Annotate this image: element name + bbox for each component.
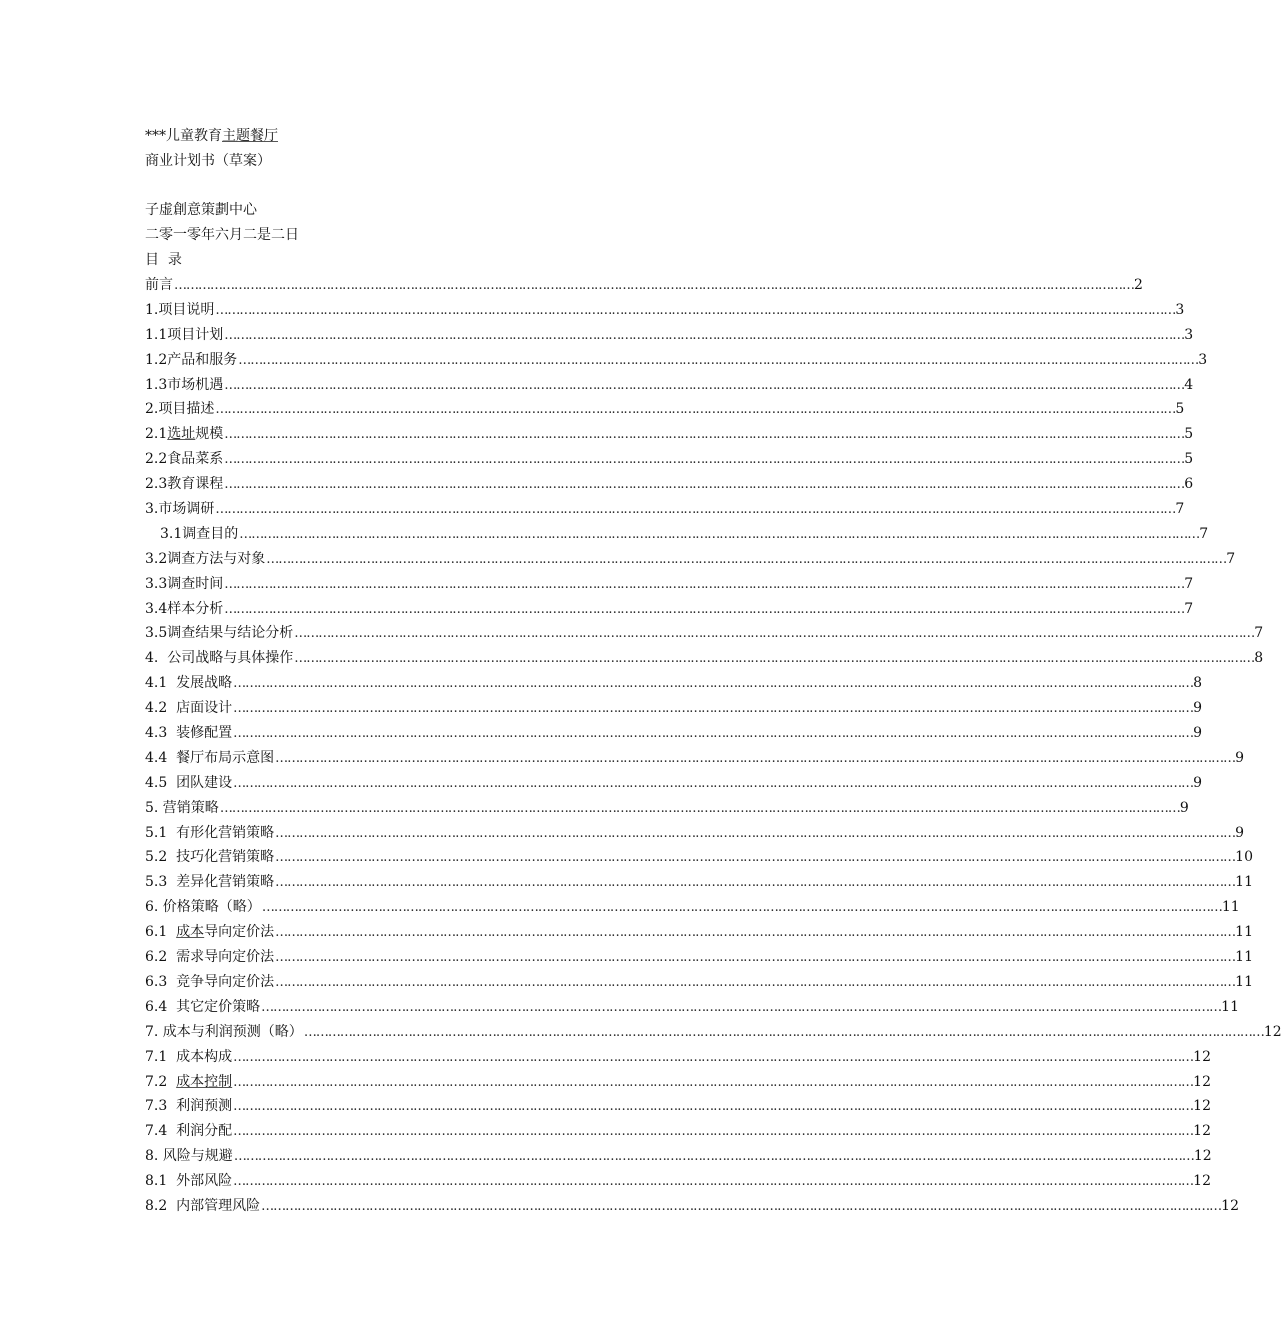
toc-page-number: 8: [1254, 650, 1264, 667]
toc-entry-label: 3.4样本分析: [145, 600, 224, 617]
toc-entry[interactable]: [145, 920, 1253, 945]
toc-page-number: 12: [1221, 1197, 1239, 1214]
toc-leader-dots: ……………………………………………………………………………………………………………………………………………………………………………………………………………………: [303, 1024, 1264, 1040]
toc-page-number: 3: [1175, 301, 1185, 318]
toc-entry-label: 4.5 团队建设: [145, 774, 233, 791]
toc-entry[interactable]: [145, 1070, 1211, 1095]
toc-leader-dots: ……………………………………………………………………………………………………………………………………………………………………………………………………………………: [233, 1174, 1194, 1190]
toc-page-number: 9: [1193, 700, 1203, 717]
toc-entry-label: 3.2调查方法与对象: [145, 550, 266, 567]
document-subtitle: 商业计划书（草案）: [145, 153, 271, 169]
toc-entry-label: 6.4 其它定价策略: [145, 998, 261, 1015]
toc-entry[interactable]: [145, 1194, 1239, 1219]
toc-page-number: 7: [1226, 550, 1236, 567]
toc-entry[interactable]: [145, 273, 1143, 298]
spacer: [145, 174, 705, 198]
toc-leader-dots: ……………………………………………………………………………………………………………………………………………………………………………………………………………………: [215, 402, 1176, 418]
toc-entry-label: 5.1 有形化营销策略: [145, 824, 275, 841]
toc-entry-label: 6. 价格策略（略）: [145, 899, 261, 916]
toc-leader-dots: ……………………………………………………………………………………………………………………………………………………………………………………………………………………: [233, 1074, 1194, 1090]
toc-entry-label: 2.项目描述: [145, 401, 215, 418]
toc-entry[interactable]: [145, 895, 1240, 920]
toc-leader-dots: ……………………………………………………………………………………………………………………………………………………………………………………………………………………: [261, 999, 1222, 1015]
toc-leader-dots: ……………………………………………………………………………………………………………………………………………………………………………………………………………………: [233, 676, 1194, 692]
toc-leader-dots: ……………………………………………………………………………………………………………………………………………………………………………………………………………………: [261, 1198, 1222, 1214]
toc-leader-dots: ……………………………………………………………………………………………………………………………………………………………………………………………………………………: [261, 900, 1222, 916]
toc-leader-dots: ……………………………………………………………………………………………………………………………………………………………………………………………………………………: [294, 626, 1255, 642]
toc-entry[interactable]: [145, 671, 1203, 696]
toc-entry-label: 5. 营销策略: [145, 799, 219, 816]
toc-entry-label-prefix: 6.1: [145, 924, 177, 941]
toc-leader-dots: ……………………………………………………………………………………………………………………………………………………………………………………………………………………: [224, 576, 1185, 592]
title-prefix: ***儿童教育: [145, 128, 222, 144]
toc-entry[interactable]: [145, 1144, 1212, 1169]
toc-entry[interactable]: [145, 845, 1253, 870]
toc-entry[interactable]: [145, 995, 1239, 1020]
toc-leader-dots: ……………………………………………………………………………………………………………………………………………………………………………………………………………………: [219, 800, 1180, 816]
toc-entry-label: 前言: [145, 277, 173, 293]
toc-entry-label: 5.3 差异化营销策略: [145, 874, 275, 891]
toc-heading: 目 录: [145, 252, 182, 268]
toc-entry[interactable]: [145, 323, 1194, 348]
toc-page-number: 11: [1221, 998, 1239, 1015]
toc-entry[interactable]: [145, 945, 1253, 970]
toc-entry-label: 1.3市场机遇: [145, 376, 224, 393]
toc-leader-dots: ……………………………………………………………………………………………………………………………………………………………………………………………………………………: [215, 302, 1176, 318]
toc-entry-label: 2.3教育课程: [145, 476, 224, 493]
toc-page-number: 9: [1193, 725, 1203, 742]
toc-page-number: 11: [1235, 949, 1253, 966]
toc-entry-label: 8.1 外部风险: [145, 1173, 233, 1190]
toc-entry[interactable]: [145, 1020, 1282, 1045]
toc-page-number: 3: [1198, 351, 1208, 368]
toc-entry[interactable]: [145, 870, 1253, 895]
toc-leader-dots: ……………………………………………………………………………………………………………………………………………………………………………………………………………………: [233, 701, 1194, 717]
toc-entry[interactable]: [145, 422, 1194, 447]
toc-leader-dots: ……………………………………………………………………………………………………………………………………………………………………………………………………………………: [275, 825, 1236, 841]
toc-entry[interactable]: [145, 298, 1185, 323]
toc-entry-link[interactable]: 选址: [167, 426, 196, 443]
toc-entry-label-prefix: 7.2: [145, 1073, 177, 1090]
toc-page-number: 8: [1193, 675, 1203, 692]
toc-page-number: 12: [1193, 1173, 1211, 1190]
toc-page-number: 11: [1235, 924, 1253, 941]
toc-page-number: 3: [1184, 326, 1194, 343]
toc-entry-label-suffix: 规模: [195, 426, 224, 443]
toc-page-number: 12: [1193, 1098, 1211, 1115]
toc-entry[interactable]: [145, 472, 1194, 497]
toc-page-number: 4: [1184, 376, 1194, 393]
toc-page-number: 7: [1175, 501, 1185, 518]
toc-leader-dots: ……………………………………………………………………………………………………………………………………………………………………………………………………………………: [233, 1149, 1194, 1165]
toc-entry-label: 7.1 成本构成: [145, 1048, 233, 1065]
toc-page-number: 7: [1199, 525, 1209, 542]
toc-leader-dots: ……………………………………………………………………………………………………………………………………………………………………………………………………………………: [275, 750, 1236, 766]
toc-entry[interactable]: [145, 522, 1209, 547]
toc-entry[interactable]: [145, 771, 1203, 796]
toc-entry[interactable]: [145, 397, 1185, 422]
toc-entry-label: 3.3调查时间: [145, 575, 224, 592]
toc-page-number: 12: [1193, 1148, 1212, 1165]
toc-leader-dots: ……………………………………………………………………………………………………………………………………………………………………………………………………………………: [233, 775, 1194, 791]
toc-page-number: 11: [1235, 973, 1253, 990]
toc-leader-dots: ……………………………………………………………………………………………………………………………………………………………………………………………………………………: [233, 1124, 1194, 1140]
toc-page-number: 11: [1235, 874, 1253, 891]
toc-page-number: 12: [1193, 1048, 1211, 1065]
toc-entry-label: [145, 1070, 232, 1095]
toc-entry-label: 3.5调查结果与结论分析: [145, 625, 294, 642]
toc-entry[interactable]: [145, 572, 1194, 597]
toc-leader-dots: ……………………………………………………………………………………………………………………………………………………………………………………………………………………: [275, 875, 1236, 891]
toc-page-number: 5: [1175, 401, 1185, 418]
toc-entry-label: 3.1调查目的: [160, 525, 239, 542]
title-link[interactable]: 主题餐厅: [222, 128, 278, 144]
toc-entry-label: 1.项目说明: [145, 301, 215, 318]
toc-entry-label: [145, 920, 274, 945]
toc-entry[interactable]: [145, 821, 1245, 846]
toc-entry[interactable]: [145, 547, 1236, 572]
toc-entry-label: 4. 公司战略与具体操作: [145, 650, 294, 667]
toc-page-number: 5: [1184, 426, 1194, 443]
toc-leader-dots: ……………………………………………………………………………………………………………………………………………………………………………………………………………………: [233, 726, 1194, 742]
toc-leader-dots: ……………………………………………………………………………………………………………………………………………………………………………………………………………………: [275, 925, 1236, 941]
toc-entry-label: 4.3 装修配置: [145, 725, 233, 742]
toc-page-number: 9: [1193, 774, 1203, 791]
toc-entry[interactable]: [145, 497, 1185, 522]
toc-entry-label: 1.2产品和服务: [145, 351, 238, 368]
toc-leader-dots: ……………………………………………………………………………………………………………………………………………………………………………………………………………………: [174, 278, 1134, 293]
toc-entry-label: 6.2 需求导向定价法: [145, 949, 275, 966]
toc-entry[interactable]: [145, 1119, 1211, 1144]
toc-entry-label: 4.2 店面设计: [145, 700, 233, 717]
toc-entry[interactable]: [145, 796, 1189, 821]
document-title: [145, 124, 705, 149]
toc-page-number: 9: [1235, 749, 1245, 766]
toc-page-number: 9: [1179, 799, 1189, 816]
toc-entry[interactable]: [145, 621, 1264, 646]
toc-entry-label: 8.2 内部管理风险: [145, 1197, 261, 1214]
toc-entry[interactable]: [145, 597, 1194, 622]
toc-leader-dots: ……………………………………………………………………………………………………………………………………………………………………………………………………………………: [294, 651, 1255, 667]
toc-page-number: 12: [1193, 1073, 1211, 1090]
toc-leader-dots: ……………………………………………………………………………………………………………………………………………………………………………………………………………………: [239, 526, 1200, 542]
toc-entry-link[interactable]: 成本控制: [176, 1073, 233, 1090]
toc-leader-dots: ……………………………………………………………………………………………………………………………………………………………………………………………………………………: [224, 327, 1185, 343]
toc-entry-label: 7.3 利润预测: [145, 1098, 233, 1115]
toc-page-number: 10: [1235, 849, 1253, 866]
toc-entry-label: 2.2食品菜系: [145, 451, 224, 468]
toc-entry[interactable]: [145, 721, 1203, 746]
toc-entry[interactable]: [145, 1169, 1211, 1194]
toc-entry-label-suffix: 导向定价法: [204, 924, 275, 941]
toc-leader-dots: ……………………………………………………………………………………………………………………………………………………………………………………………………………………: [224, 427, 1185, 443]
toc-entry[interactable]: [145, 447, 1194, 472]
toc-entry[interactable]: [145, 746, 1245, 771]
toc-leader-dots: ……………………………………………………………………………………………………………………………………………………………………………………………………………………: [275, 950, 1236, 966]
toc-entry[interactable]: [145, 1045, 1211, 1070]
toc-page-number: 9: [1235, 824, 1245, 841]
toc-leader-dots: ……………………………………………………………………………………………………………………………………………………………………………………………………………………: [238, 352, 1199, 368]
document-page: [145, 124, 1282, 1219]
toc-leader-dots: ……………………………………………………………………………………………………………………………………………………………………………………………………………………: [275, 974, 1236, 990]
toc-leader-dots: ……………………………………………………………………………………………………………………………………………………………………………………………………………………: [215, 502, 1176, 518]
toc-entry-label: 5.2 技巧化营销策略: [145, 849, 275, 866]
organization-name: 子虚創意策劃中心: [145, 202, 257, 218]
toc-leader-dots: ……………………………………………………………………………………………………………………………………………………………………………………………………………………: [224, 452, 1185, 468]
toc-page-number: 11: [1221, 899, 1240, 916]
toc-page-number: 7: [1184, 575, 1194, 592]
toc-entry[interactable]: [145, 373, 1194, 398]
toc-page-number: 7: [1254, 625, 1264, 642]
document-date: 二零一零年六月二是二日: [145, 227, 299, 243]
toc-page-number: 6: [1184, 476, 1194, 493]
toc-entry[interactable]: [145, 348, 1208, 373]
toc-entry-label: 4.1 发展战略: [145, 675, 233, 692]
toc-entry[interactable]: [145, 1094, 1211, 1119]
toc-leader-dots: ……………………………………………………………………………………………………………………………………………………………………………………………………………………: [224, 377, 1185, 393]
toc-page-number: 12: [1263, 1023, 1282, 1040]
toc-entry-label: 3.市场调研: [145, 501, 215, 518]
toc-leader-dots: ……………………………………………………………………………………………………………………………………………………………………………………………………………………: [266, 551, 1227, 567]
toc-entry[interactable]: [145, 696, 1203, 721]
toc-entry[interactable]: [145, 970, 1253, 995]
toc-leader-dots: ……………………………………………………………………………………………………………………………………………………………………………………………………………………: [224, 477, 1185, 493]
toc-entry-label-prefix: 2.1: [145, 426, 168, 443]
toc-page-number: 5: [1184, 451, 1194, 468]
toc-leader-dots: ……………………………………………………………………………………………………………………………………………………………………………………………………………………: [233, 1049, 1194, 1065]
toc-entry-label: 7.4 利润分配: [145, 1123, 233, 1140]
toc-entry-link[interactable]: 成本: [176, 924, 205, 941]
toc-page-number: 2: [1134, 277, 1143, 293]
table-of-contents: [145, 273, 1282, 1219]
toc-entry-label: [145, 422, 223, 447]
toc-entry-label: 6.3 竞争导向定价法: [145, 973, 275, 990]
toc-entry-label: 1.1项目计划: [145, 326, 224, 343]
toc-page-number: 7: [1184, 600, 1194, 617]
toc-leader-dots: ……………………………………………………………………………………………………………………………………………………………………………………………………………………: [275, 850, 1236, 866]
toc-leader-dots: ……………………………………………………………………………………………………………………………………………………………………………………………………………………: [233, 1099, 1194, 1115]
toc-leader-dots: ……………………………………………………………………………………………………………………………………………………………………………………………………………………: [224, 601, 1185, 617]
toc-entry-label: 7. 成本与利润预测（略）: [145, 1023, 303, 1040]
toc-entry-label: 8. 风险与规避: [145, 1148, 233, 1165]
toc-entry-label: 4.4 餐厅布局示意图: [145, 749, 275, 766]
toc-entry[interactable]: [145, 646, 1264, 671]
toc-page-number: 12: [1193, 1123, 1211, 1140]
